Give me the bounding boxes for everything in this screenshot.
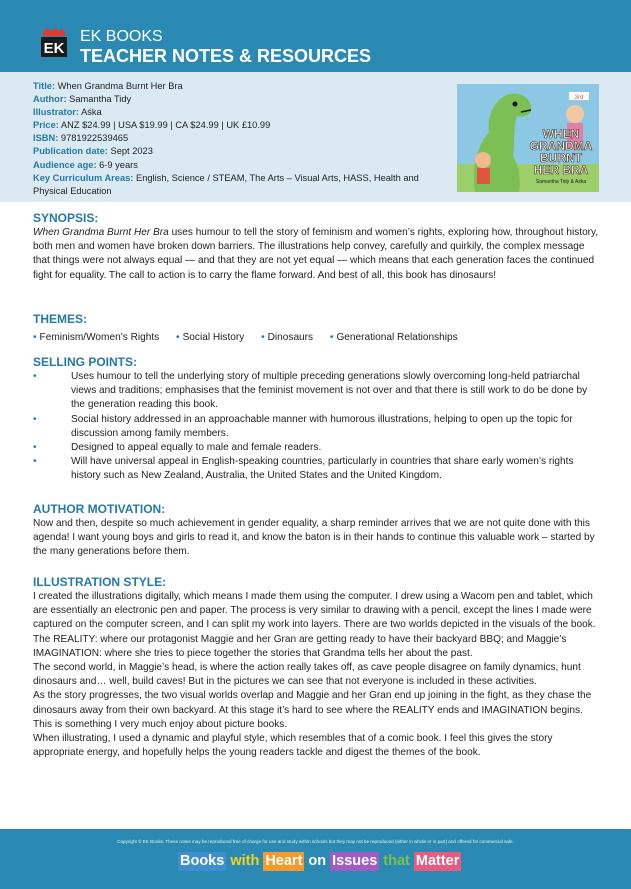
meta-curriculum: Key Curriculum Areas: English, Science / STEAM, The Arts – Visual Arts, HASS, Health and Physical Education <box>33 172 419 196</box>
book-cover-image <box>457 84 599 192</box>
selling-point-item: • Designed to appeal equally to male and female readers. <box>33 442 322 454</box>
illustration-paragraph: When illustrating, I used a dynamic and playful style, which resembles that of a comic book. I feel this gives the story appropriate energy, and hopefully helps the young readers tackle and digest the themes of the book. <box>33 733 553 759</box>
tagline-word: that <box>383 853 410 869</box>
selling-point-item: • Will have universal appeal in English-speaking countries, particularly in countries that share early women’s rights history such as New Zealand, Australia, the United States and the United Kingdom. <box>33 456 574 482</box>
svg-text:3rd: 3rd <box>574 95 584 101</box>
meta-illustrator: Illustrator: Aśka <box>33 107 102 118</box>
meta-audience: Audience age: 6-9 years <box>33 159 138 170</box>
theme-item: • Feminism/Women’s Rights <box>33 332 160 343</box>
copyright-notice: Copyright © EK Books. These notes may be reproduced free of charge for use and study within schools but they may not be reproduced (either in whole or in part) and offered for commercial sale. <box>117 839 514 844</box>
author-motivation-text: Now and then, despite so much achievement in gender equality, a sharp reminder arrives that we are not quite done with this agenda! I want young boys and girls to read it, and know the baton is in their hands to continue this valuable work – started by the many generations before them. <box>33 518 595 558</box>
tagline-word: Books <box>180 852 225 869</box>
svg-text:WHEN: WHEN <box>542 127 580 141</box>
tagline-word: Heart <box>265 852 303 869</box>
book-metadata <box>33 80 433 198</box>
synopsis-section <box>33 211 603 283</box>
ek-logo <box>40 28 68 58</box>
themes-section <box>33 312 603 345</box>
svg-text:GRANDMA: GRANDMA <box>529 139 593 153</box>
meta-isbn: ISBN: 9781922539465 <box>33 133 129 144</box>
svg-text:HER BRA: HER BRA <box>533 163 589 177</box>
author-motivation-heading: AUTHOR MOTIVATION: <box>33 502 166 516</box>
brand-name: EK BOOKS <box>80 28 163 45</box>
tagline-word: on <box>308 853 327 869</box>
svg-text:EK: EK <box>43 40 65 57</box>
page-title: TEACHER NOTES & RESOURCES <box>80 46 372 66</box>
meta-pubdate: Publication date: Sept 2023 <box>33 146 153 157</box>
selling-point-item: • Uses humour to tell the underlying story of multiple preceding generations slowly overcoming long-held patriarchal views and traditions; emphasises that the feminist movement is not over and that there is still work to do be done by the generation reading this book. <box>33 371 588 411</box>
theme-item: • Social History <box>176 332 245 343</box>
selling-point-item: • Social history addressed in an approachable manner with humorous illustrations, helping to open up the topic for discussion among family members. <box>33 413 573 439</box>
svg-text:Samantha Tidy & Aśka: Samantha Tidy & Aśka <box>535 179 587 185</box>
themes-list <box>33 331 603 345</box>
theme-item: • Dinosaurs <box>261 332 314 343</box>
theme-item: • Generational Relationships <box>329 332 458 343</box>
tagline <box>178 851 465 871</box>
synopsis-heading: SYNOPSIS: <box>33 211 99 225</box>
selling-points-heading: SELLING POINTS: <box>33 355 138 369</box>
tagline-word: Issues <box>332 852 378 869</box>
selling-points-section <box>33 355 603 484</box>
meta-title: Title: When Grandma Burnt Her Bra <box>33 81 183 91</box>
tagline-word: with <box>230 853 260 869</box>
illustration-style-heading: ILLUSTRATION STYLE: <box>33 575 167 589</box>
illustration-paragraph: I created the illustrations digitally, which means I made them using the computer. I drew using a Wacom pen and tablet, which are essentially an electronic pen and paper. The process is very similar to drawing with a pencil, except the lines I made were captured on the computer screen, and I can split my work into layers. There are two worlds depicted in the visuals of the book. The REALITY: where our protagonist Maggie and her Gran are getting ready to have their backyard BBQ; and Maggie’s IMAGINATION: where she tries to piece together the stories that Grandma tells her about the past. <box>33 591 596 659</box>
themes-heading: THEMES: <box>33 312 87 326</box>
author-motivation-section <box>33 502 603 560</box>
illustration-paragraph: As the story progresses, the two visual worlds overlap and Maggie and her Gran end up joining in the fight, as they chase the dinosaurs away from their own backyard. At this stage it’s hard to see where the REALITY ends and IMAGINATION begins. This is something I very much enjoy about picture books. <box>33 690 592 730</box>
meta-price: Price: ANZ $24.99 | USA $19.99 | CA $24.99 | UK £10.99 <box>33 120 271 131</box>
meta-author: Author: Samantha Tidy <box>33 94 132 105</box>
synopsis-text: When Grandma Burnt Her Bra uses humour to tell the story of feminism and women’s rights, exploring how, throughout history, both men and women have broken down barriers. The illustrations help convey, carefully and quirkily, the complex message that things were not always equal — and that they are not yet equal — which means that each generation faces the continued fight for equality. The call to action is to carry the flame forward. And best of all, this book has dinosaurs! <box>33 227 599 281</box>
illustration-style-section <box>33 575 603 760</box>
illustration-paragraph: The second world, in Maggie’s head, is where the action really takes off, as cave people disagree on family dynamics, hunt dinosaurs and… well, build caves! But in the pictures we can see that not everyone is included in these activities. <box>33 662 581 688</box>
svg-text:BURNT: BURNT <box>540 151 582 165</box>
tagline-word: Matter <box>415 852 460 869</box>
